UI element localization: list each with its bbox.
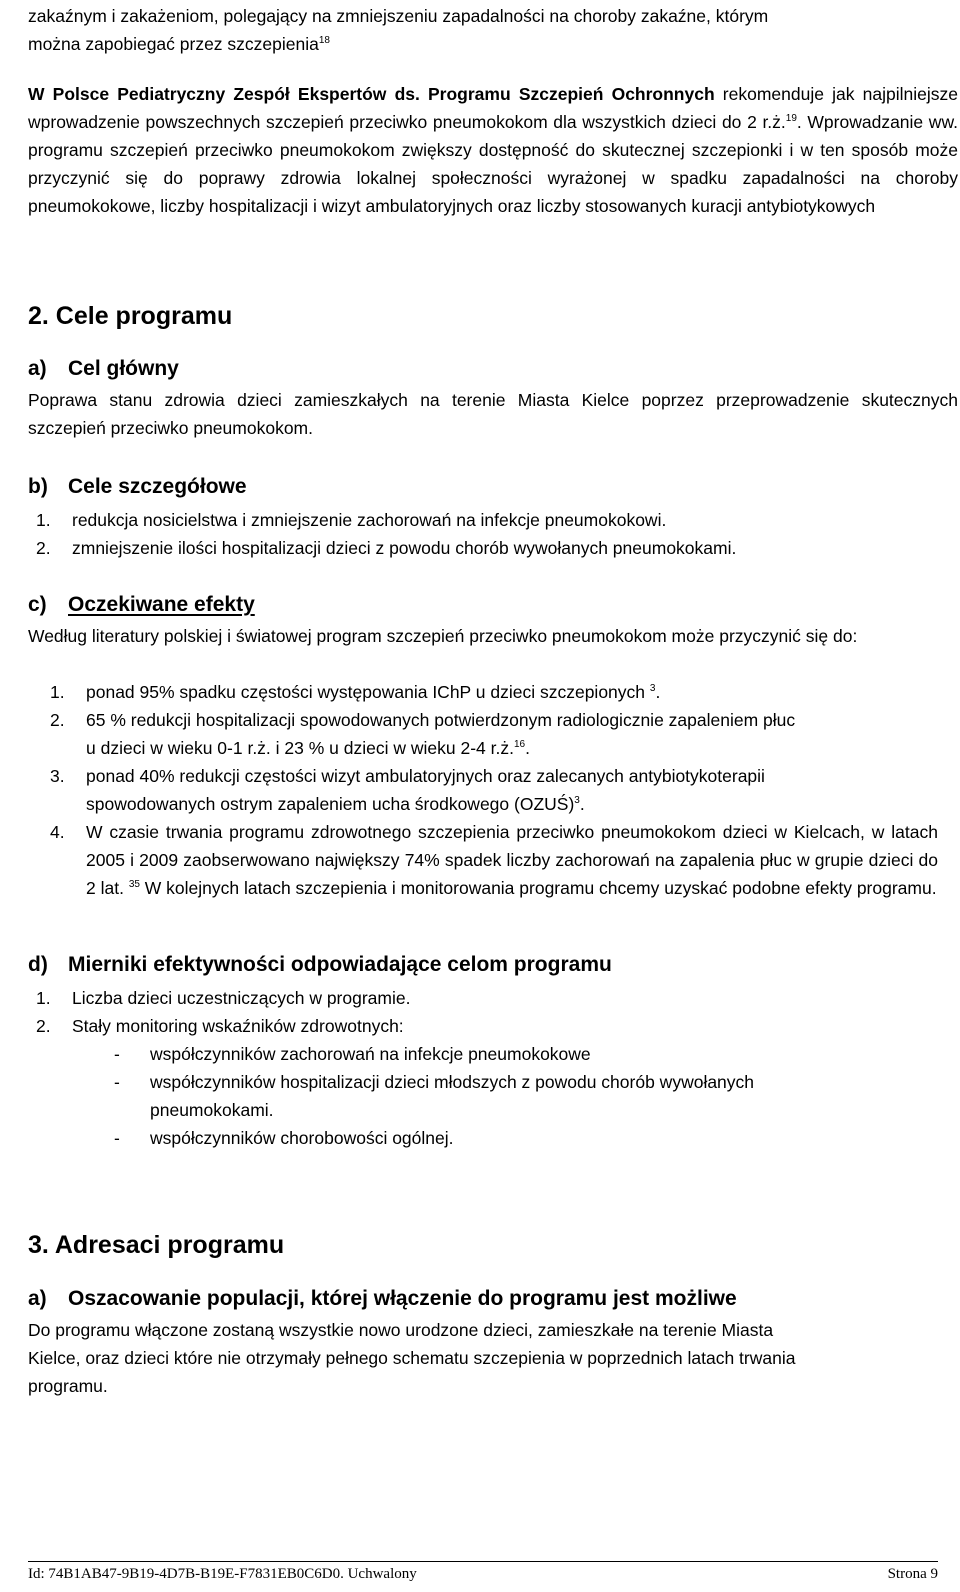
footer-rule	[28, 1561, 938, 1562]
main-goal-text: Poprawa stanu zdrowia dzieci zamieszkałych na terenie Miasta Kielce poprzez przeprowadzenie skutecznych szczepień przeciwko pneumokokom.	[28, 390, 958, 438]
subsection-3a-heading: a) Oszacowanie populacji, której włączenie do programu jest możliwe	[28, 1287, 737, 1310]
page-footer	[28, 1564, 938, 1584]
subsection-b-heading: b) Cele szczegółowe	[28, 475, 247, 498]
population-line-2: Kielce, oraz dzieci które nie otrzymały pełnego schematu szczepienia w poprzednich latach trwania	[28, 1348, 796, 1368]
document-id: Id: 74B1AB47-9B19-4D7B-B19E-F7831EB0C6D0. Uchwalony	[28, 1566, 417, 1582]
population-line-1: Do programu włączone zostaną wszystkie nowo urodzone dzieci, zamieszkałe na terenie Miasta	[28, 1320, 774, 1340]
document-page: zakaźnym i zakażeniom, polegający na zmniejszeniu zapadalności na choroby zakaźne, którym można zapobiegać przez szczepienia$^{18}$ W Polsce Pediatryczny Zespół Ekspertów ds. Programu Szczepień Ochronnych rekomenduje jak najpilniejsze wprowadzenie powszechnych szczepień przeciwko pneumokokom dla wszystkich dzieci do 2 r.ż.$^{19}$. Wprowadzanie ww. programu szczepień przeciwko pneumokokom zwiększy dostępność do skutecznej szczepionki i w ten sposób może przyczynić się do poprawy zdrowia lokalnej społeczności wyrażonej w spadku zapadalności na choroby pneumokokowe, liczby hospitalizacji i wizyt ambulatoryjnych oraz liczby stosowanych kuracji antybiotykowych 2. Cele programu a) Cel główny Poprawa stanu zdrowia dzieci zamieszkałych na terenie Miasta Kielce poprzez przeprowadzenie skutecznych szczepień przeciwko pneumokokom. b) Cele szczegółowe 1. redukcja nosicielstwa i zmniejszenie zachorowań na infekcje pneumokokowi. 2. zmniejszenie ilości hospitalizacji dzieci z powodu chorób wywołanych pneumokokami. c) Oczekiwane efekty Według literatury polskiej i światowej program szczepień przeciwko pneumokokom może przyczynić się do: 1. ponad 95% spadku częstości występowania IChP u dzieci szczepionych $^3$. 2. 65 % redukcji hospitalizacji spowodowanych potwierdzonym radiologicznie zapaleniem płuc u dzieci w wieku 0-1 r.ż. i 23 % u dzieci w wieku 2-4 r.ż.$^{16}$. 3. ponad 40% redukcji częstości wizyt ambulatoryjnych oraz zalecanych antybiotykoterapii spowodowanych ostrym zapaleniem ucha środkowego (OZUŚ)$^3$. 4. W czasie trwania programu zdrowotnego szczepienia przeciwko pneumokokom dzieci w Kielcach, w latach 2005 i 2009 zaobserwowano największy 74% spadek liczby zachorowań na zapalenia płuc w grupie dzieci do 2 lat. $^{35}$ W kolejnych latach szczepienia i monitorowania programu chcemy uzyskać podobne efekty programu. d) Mierniki efektywności odpowiadające celom programu 1. Liczba dzieci uczestniczących w programie. 2. Stały monitoring wskaźników zdrowotnych: - współczynników zachorowań na infekcje pneumokokowe - współczynników hospitalizacji dzieci młodszych z powodu chorób wywołanych pneumokokami. - współczynników chorobowości ogólnej. 3. Adresaci programu a) Oszacowanie populacji, której włączenie do programu jest możliwe Do programu włączone zostaną wszystkie nowo urodzone dzieci, zamieszkałe na terenie Miasta Kielce, oraz dzieci które nie otrzymały pełnego schematu szczepienia w poprzednich latach trwania programu. Id: 74B1AB47-9B19-4D7B-B19E-F7831EB0C6D0. Uchwalony Strona 9	[0, 0, 960, 1592]
footnote-ref: 18	[318, 35, 330, 46]
subsection-a-heading: a) Cel główny	[28, 357, 179, 380]
subsection-c-heading: c) Oczekiwane efekty	[28, 593, 255, 616]
section-2-heading: 2. Cele programu	[28, 302, 233, 330]
recommendation-paragraph: W Polsce Pediatryczny Zespół Ekspertów ds. Programu Szczepień Ochronnych rekomenduje jak najpilniejsze wprowadzenie powszechnych szczepień przeciwko pneumokokom dla wszystkich dzieci do 2 r.ż.$^{19}$. Wprowadzanie ww. programu szczepień przeciwko pneumokokom zwiększy dostępność do skutecznej szczepionki i w ten sposób może przyczynić się do poprawy zdrowia lokalnej społeczności wyrażonej w spadku zapadalności na choroby pneumokokowe, liczby hospitalizacji i wizyt ambulatoryjnych oraz liczby stosowanych kuracji antybiotykowych	[28, 84, 958, 216]
intro-line-2: można zapobiegać przez szczepienia$^{18}$	[28, 34, 330, 54]
population-line-3: programu.	[28, 1376, 108, 1396]
effects-intro: Według literatury polskiej i światowej program szczepień przeciwko pneumokokom może przyczynić się do:	[28, 626, 858, 646]
subsection-d-heading: d) Mierniki efektywności odpowiadające celom programu	[28, 953, 612, 976]
footnote-ref: 19	[785, 113, 797, 124]
page-number: Strona 9	[887, 1566, 938, 1582]
section-3-heading: 3. Adresaci programu	[28, 1231, 285, 1259]
intro-line-1: zakaźnym i zakażeniom, polegający na zmniejszeniu zapadalności na choroby zakaźne, którym	[28, 6, 769, 26]
